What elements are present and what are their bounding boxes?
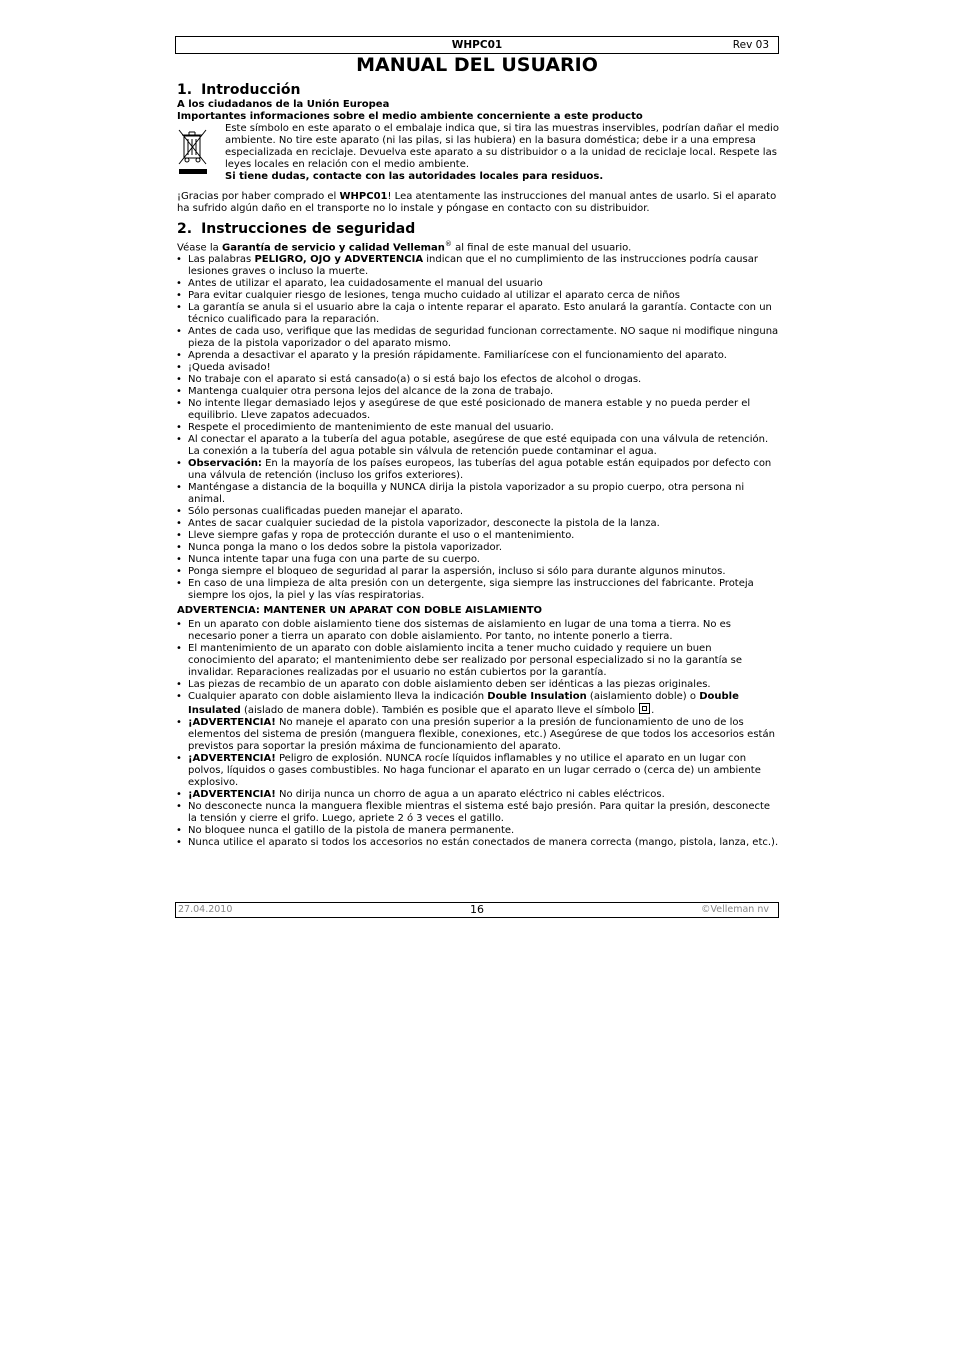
weee-contact-note: Si tiene dudas, contacte con las autoridades locales para residuos. [225,171,604,182]
list-item: • En caso de una limpieza de alta presión con un detergente, siga siempre las instrucciones del fabricante. Proteja siempre los ojos, la piel y las vías respiratorias. [175,578,779,602]
list-item: • No intente llegar demasiado lejos y asegúrese de que esté posicionado de manera estable y no pueda perder el equilibrio. Lleve zapatos adecuados. [175,398,779,422]
weee-block [175,123,779,183]
list-item: • Lleve siempre gafas y ropa de protección durante el uso o el mantenimiento. [175,530,779,542]
list-item: • Las piezas de recambio de un aparato con doble aislamiento deben ser idénticas a las piezas originales. [175,679,779,691]
list-item: • ¡ADVERTENCIA! No dirija nunca un chorro de agua a un aparato eléctrico ni cables eléctricos. [175,789,779,801]
list-item: • Nunca intente tapar una fuga con una parte de su cuerpo. [175,554,779,566]
list-item: • No trabaje con el aparato si está cansado(a) o si está bajo los efectos de alcohol o drogas. [175,374,779,386]
list-item: • La garantía se anula si el usuario abre la caja o intente reparar el aparato. Esto anulará la garantía. Contacte con un técnico cualificado para la reparación. [175,302,779,326]
section-2-heading: 2. Instrucciones de seguridad [177,221,416,237]
list-item: • Ponga siempre el bloqueo de seguridad al parar la aspersión, incluso si sólo para durante algunos minutos. [175,566,779,578]
list-item: • Cualquier aparato con doble aislamiento lleva la indicación Double Insulation (aislamiento doble) o Double Insulated (aislado de manera doble). También es posible que el aparato lleve el símbolo . [175,691,779,717]
page-number: 16 [470,903,484,916]
list-item: • No desconecte nunca la manguera flexible mientras el sistema esté bajo presión. Para quitar la presión, desconecte la tensión y cierre el grifo. Luego, apriete 2 ó 3 veces el gatillo. [175,801,779,825]
warning-heading: ADVERTENCIA: MANTENER UN APARAT CON DOBLE AISLAMIENTO [177,605,543,617]
list-item: • Manténgase a distancia de la boquilla y NUNCA dirija la pistola vaporizador a su propio cuerpo, otra persona ni animal. [175,482,779,506]
list-item: • ¡Queda avisado! [175,362,779,374]
list-item: • Respete el procedimiento de mantenimiento de este manual del usuario. [175,422,779,434]
section-1-heading: 1. Introducción [177,82,301,98]
list-item: • Al conectar el aparato a la tubería del agua potable, asegúrese de que esté equipada con una válvula de retención. La conexión a la tubería del agua potable sin válvula de retención puede contaminar el agua. [175,434,779,458]
list-item: • ¡ADVERTENCIA! No maneje el aparato con una presión superior a la presión de funcionamiento de uno de los elementos del sistema de presión (manguera flexible, conexiones, etc.) Asegúrese de que todos los accesorios están previstos para soportar la presión máxima de funcionamiento del aparato. [175,717,779,753]
list-item: • Observación: En la mayoría de los países europeos, las tuberías del agua potable están equipados por defecto con una válvula de retención (incluso los grifos exteriores). [175,458,779,482]
page-header [175,36,779,54]
list-item: • Antes de cada uso, verifique que las medidas de seguridad funcionan correctamente. NO saque ni modifique ninguna pieza de la pistola vaporizador o del aparato mismo. [175,326,779,350]
list-item: • No bloquee nunca el gatillo de la pistola de manera permanente. [175,825,779,837]
page-title: MANUAL DEL USUARIO [356,54,598,76]
list-item: • El mantenimiento de un aparato con doble aislamiento incita a tener mucho cuidado y requiere un buen conocimiento del aparato; el mantenimiento debe ser realizado por personal especializado si no la garantía se invalidar. Reparaciones realizadas por el usuario no están cubiertos por la garantía. [175,643,779,679]
weee-text: Este símbolo en este aparato o el embalaje indica que, si tira las muestras inservibles, podrían dañar el medio ambiente. No tire este aparato (ni las pilas, si las hubiera) en la basura doméstica; debe ir a una empresa especializada en reciclaje. Devuelva este aparato a su distribuidor o a la unidad de reciclaje local. Respete las leyes locales en relación con el medio ambiente. Si tiene dudas, contacte con las autoridades locales para residuos. [225,123,779,182]
header-revision: Rev 03 [732,39,769,51]
list-item: • Aprenda a desactivar el aparato y la presión rápidamente. Familiarícese con el funcionamiento del aparato. [175,350,779,362]
list-item: • Antes de sacar cualquier suciedad de la pistola vaporizador, desconecte la pistola de la lanza. [175,518,779,530]
list-item: • Las palabras PELIGRO, OJO y ADVERTENCIA indican que el no cumplimiento de las instrucciones podría causar lesiones graves o incluso la muerte. [175,254,779,278]
crossed-bin-icon [175,123,225,183]
double-insulation-icon [639,703,650,714]
footer-copyright: ©Velleman nv [701,904,769,915]
footer-date: 27.04.2010 [178,904,233,915]
warranty-reference: Véase la Garantía de servicio y calidad Velleman® al final de este manual del usuario. [177,240,632,254]
list-item: • Sólo personas cualificadas pueden manejar el aparato. [175,506,779,518]
thanks-paragraph: ¡Gracias por haber comprado el WHPC01! Lea atentamente las instrucciones del manual antes de usarlo. Si el aparato ha sufrido algún daño en el transporte no lo instale y póngase en contacto con su distribuidor. [177,191,777,214]
page-footer [175,902,779,918]
double-insulation-list [175,619,779,717]
list-item: • ¡ADVERTENCIA! Peligro de explosión. NUNCA rocíe líquidos inflamables y no utilice el aparato en un lugar con polvos, líquidos o gases combustibles. No haga funcionar el aparato en un lugar cerrado o (cerca de) un ambiente explosivo. [175,753,779,789]
safety-list [175,254,779,602]
list-item: • Para evitar cualquier riesgo de lesiones, tenga mucho cuidado al utilizar el aparato cerca de niños [175,290,779,302]
list-item: • Nunca utilice el aparato si todos los accesorios no están conectados de manera correcta (mango, pistola, lanza, etc.). [175,837,779,849]
page [175,36,779,849]
warning-list [175,717,779,849]
eu-line: A los ciudadanos de la Unión Europea [177,99,390,110]
list-item: • Nunca ponga la mano o los dedos sobre la pistola vaporizador. [175,542,779,554]
list-item: • En un aparato con doble aislamiento tiene dos sistemas de aislamiento en lugar de una toma a tierra. No es necesario poner a tierra un aparato con doble aislamiento. Por tanto, no intente ponerlo a tierra. [175,619,779,643]
environment-line: Importantes informaciones sobre el medio ambiente concerniente a este producto [177,111,643,122]
list-item: • Mantenga cualquier otra persona lejos del alcance de la zona de trabajo. [175,386,779,398]
header-model: WHPC01 [451,39,503,51]
list-item: • Antes de utilizar el aparato, lea cuidadosamente el manual del usuario [175,278,779,290]
